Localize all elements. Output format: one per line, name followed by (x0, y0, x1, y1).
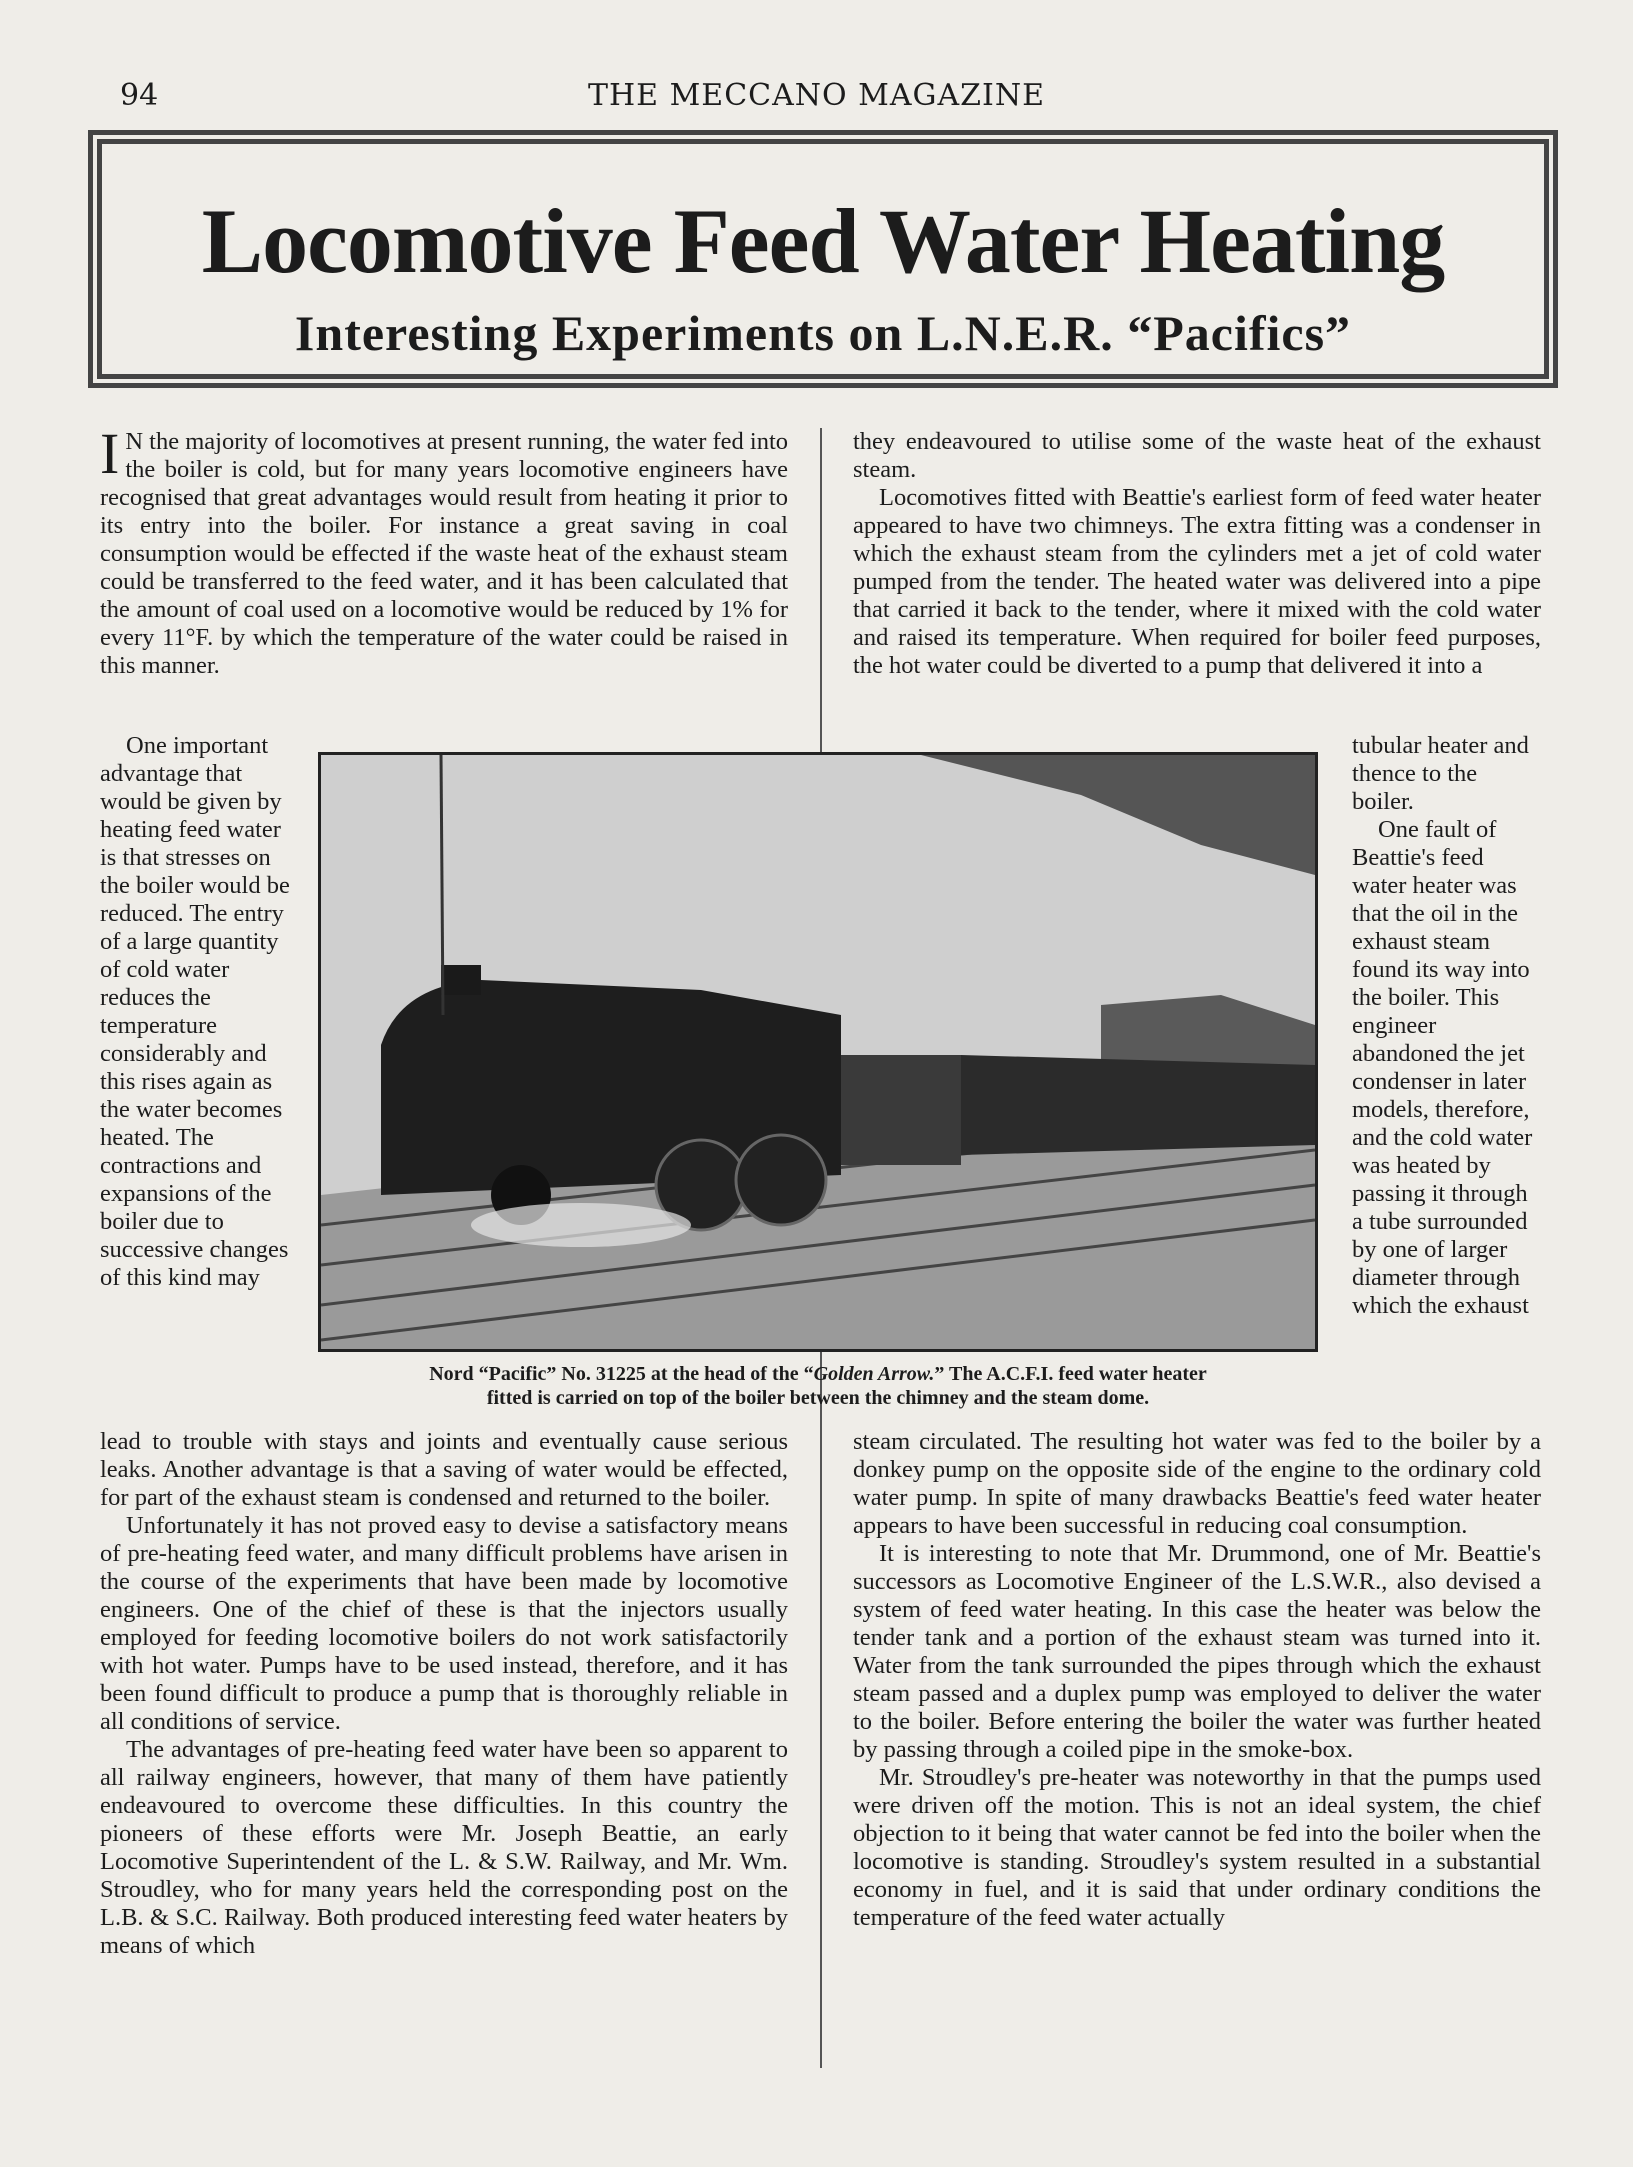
caption-text: fitted is carried on top of the boiler between the chimney and the steam dome. (486, 1387, 1150, 1409)
left-column-top (100, 421, 789, 680)
paragraph: lead to trouble with stays and joints and eventually cause serious leaks. Another advantage is that a saving of water would be effected, for part of the exhaust steam is condensed and returned to the boiler. (100, 1428, 788, 1511)
paragraph: One fault of Beattie's feed water heater was that the oil in the exhaust steam found its way into the boiler. This engineer abandoned the jet condenser in later models, therefore, and the cold water was heated by passing it through a tube surrounded by one of larger diameter through which the exhaust (1352, 816, 1533, 1319)
right-column-wrap (1352, 732, 1540, 1320)
magazine-title: THE MECCANO MAGAZINE (587, 78, 1046, 113)
locomotive-photo (318, 752, 1318, 1352)
paragraph: It is interesting to note that Mr. Drummond, one of Mr. Beattie's successors as Locomotive Engineer of the L.S.W.R., also devised a system of feed water heating. In this case the heater was below the tender tank and a portion of the exhaust steam was turned into it. Water from the tank surrounded the pipes through which the exhaust steam passed and a duplex pump was employed to deliver the water to the boiler. Before entering the boiler the water was further heated by passing through a coiled pipe in the smoke-box. (853, 1540, 1541, 1763)
right-column-top (853, 428, 1541, 680)
left-column-bottom (100, 1428, 788, 1960)
paragraph: One important advantage that would be given by heating feed water is that stresses on the boiler would be reduced. The entry of a large quantity of cold water reduces the temperature considerably and this rises again as the water becomes heated. The contractions and expansions of the boiler due to successive changes of this kind may (100, 732, 290, 1291)
left-column-wrap (100, 732, 290, 1292)
paragraph: steam circulated. The resulting hot water was fed to the boiler by a donkey pump on the opposite side of the engine to the ordinary cold water pump. In spite of many drawbacks Beattie's feed water heater appears to have been successful in reducing coal consumption. (853, 1428, 1541, 1539)
paragraph (100, 421, 789, 680)
right-column-bottom (853, 1428, 1541, 1932)
page-number: 94 (120, 78, 159, 113)
page-header (0, 78, 1633, 118)
title-box (88, 130, 1558, 388)
photo-caption (318, 1362, 1318, 1410)
paragraph: Unfortunately it has not proved easy to devise a satisfactory means of pre-heating feed water, and many difficult problems have arisen in the course of the experiments that have been made by locomotive engineers. One of the chief of these is that the injectors usually employed for feeding locomotive boilers do not work satisfactorily with hot water. Pumps have to be used instead, therefore, and it has been found difficult to produce a pump that is thoroughly reliable in all conditions of service. (100, 1512, 788, 1735)
paragraph: The advantages of pre-heating feed water have been so apparent to all railway engineers, however, that many of them have patiently endeavoured to overcome these difficulties. In this country the pioneers of these efforts were Mr. Joseph Beattie, an early Locomotive Superintendent of the L. & S.W. Railway, and Mr. Wm. Stroudley, who for many years held the corresponding post on the L.B. & S.C. Railway. Both produced interesting feed water heaters by means of which (100, 1736, 788, 1959)
paragraph: they endeavoured to utilise some of the waste heat of the exhaust steam. (853, 428, 1541, 483)
article-title: Locomotive Feed Water Heating (201, 190, 1445, 292)
paragraph: Locomotives fitted with Beattie's earliest form of feed water heater appeared to have two chimneys. The extra fitting was a condenser in which the exhaust steam from the cylinders met a jet of cold water pumped from the tender. The heated water was delivered into a pipe that carried it back to the tender, where it mixed with the cold water and raised its temperature. When required for boiler feed purposes, the hot water could be diverted to a pump that delivered it into a (853, 484, 1541, 679)
caption-text: ” The A.C.F.I. feed water heater (934, 1363, 1207, 1385)
paragraph-text: N the majority of locomotives at present running, the water fed into the boiler is cold, but for many years locomotive engineers have recognised that great advantages would result from heating it prior to its entry into the boiler. For instance a great saving in coal consumption would be effected if the waste heat of the exhaust steam could be transferred to the feed water, and it has been calculated that the amount of coal used on a locomotive would be reduced by 1% for every 11°F. by which the temperature of the water could be raised in this manner. (100, 428, 789, 679)
drop-cap: I (100, 421, 120, 486)
caption-train-name: Golden Arrow. (813, 1363, 935, 1385)
locomotive-illustration (321, 755, 1315, 1349)
caption-text: Nord “Pacific” No. 31225 at the head of the “ (429, 1363, 814, 1385)
article-subtitle: Interesting Experiments on L.N.E.R. “Pacifics” (294, 305, 1352, 361)
paragraph: Mr. Stroudley's pre-heater was noteworthy in that the pumps used were driven off the motion. This is not an ideal system, the chief objection to it being that water cannot be fed into the boiler when the locomotive is standing. Stroudley's system resulted in a substantial economy in fuel, and it is said that under ordinary conditions the temperature of the feed water actually (853, 1764, 1541, 1931)
paragraph: tubular heater and thence to the boiler. (1352, 732, 1529, 815)
